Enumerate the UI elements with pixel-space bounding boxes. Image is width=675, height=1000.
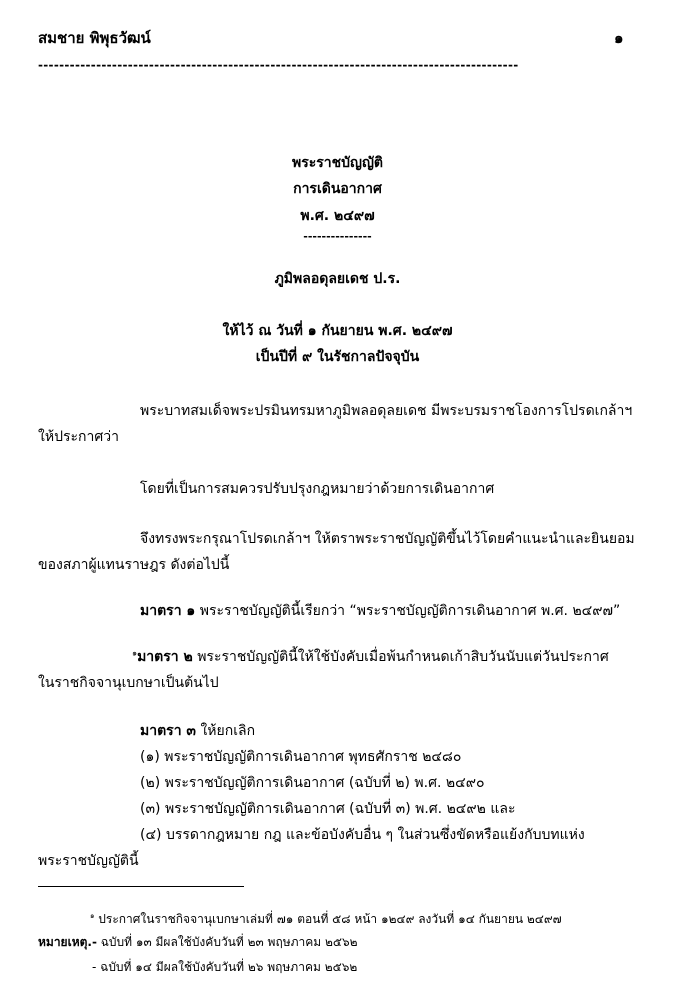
section-1-label: มาตรา ๑ (140, 603, 196, 619)
preamble-p1-line2: ให้ประกาศว่า (38, 429, 119, 445)
act-subject: การเดินอากาศ (293, 181, 382, 197)
act-title: พระราชบัญญัติ (292, 155, 383, 171)
section-3-item-4: (๔) บรรดากฎหมาย กฎ และข้อบังคับอื่น ๆ ในส่วนซึ่งขัดหรือแย้งกับบทแห่ง (140, 827, 585, 843)
footnote-1 (90, 910, 562, 929)
footnote-note (38, 933, 358, 952)
footnote-1-text: ประกาศในราชกิจจานุเบกษาเล่มที่ ๗๑ ตอนที่ ๕๘ หน้า ๑๒๔๙ ลงวันที่ ๑๔ กันยายน ๒๔๙๗ (94, 912, 562, 926)
section-2-footnote-mark: ๑ (132, 648, 138, 658)
section-2 (132, 646, 609, 668)
given-date: ให้ไว้ ณ วันที่ ๑ กันยายน พ.ศ. ๒๔๙๗ (222, 323, 453, 339)
section-2-label: มาตรา ๒ (137, 649, 193, 665)
section-2-text: พระราชบัญญัตินี้ให้ใช้บังคับเมื่อพ้นกำหนดเก้าสิบวันนับแต่วันประกาศ (192, 649, 609, 665)
footnote-separator (38, 886, 244, 887)
section-3-label: มาตรา ๓ (140, 723, 197, 739)
section-3 (140, 720, 255, 742)
header-author: สมชาย พิพุธวัฒน์ (38, 29, 151, 47)
section-1 (140, 600, 620, 622)
preamble-p1-line1: พระบาทสมเด็จพระปรมินทรมหาภูมิพลอดุลยเดช มีพระบรมราชโองการโปรดเกล้าฯ (140, 403, 633, 419)
section-2-line2: ในราชกิจจานุเบกษาเป็นต้นไป (38, 675, 219, 691)
page-number: ๑ (614, 29, 624, 47)
preamble-p3-line2: ของสภาผู้แทนราษฎร ดังต่อไปนี้ (38, 557, 230, 573)
section-3-item-2: (๒) พระราชบัญญัติการเดินอากาศ (ฉบับที่ ๒) พ.ศ. ๒๔๙๐ (140, 775, 485, 791)
section-3-item-1: (๑) พระราชบัญญัติการเดินอากาศ พุทธศักราช ๒๔๘๐ (140, 749, 462, 765)
footnote-note-label: หมายเหตุ.- (38, 935, 97, 949)
preamble-p2: โดยที่เป็นการสมควรปรับปรุงกฎหมายว่าด้วยการเดินอากาศ (140, 481, 495, 497)
section-3-text: ให้ยกเลิก (196, 723, 256, 739)
section-1-text: พระราชบัญญัตินี้เรียกว่า “พระราชบัญญัติการเดินอากาศ พ.ศ. ๒๔๙๗” (195, 603, 621, 619)
footnote-note-2: - ฉบับที่ ๑๔ มีผลใช้บังคับวันที่ ๒๖ พฤษภาคม ๒๕๖๒ (92, 960, 358, 974)
act-year: พ.ศ. ๒๔๙๗ (300, 208, 375, 224)
preamble-p3-line1: จึงทรงพระกรุณาโปรดเกล้าฯ ให้ตราพระราชบัญญัติขึ้นไว้โดยคำแนะนำและยินยอม (140, 531, 635, 547)
header-separator: ------------------------------------------------------------------------------------------- (38, 58, 519, 72)
title-dashes: --------------- (303, 230, 372, 243)
section-3-item-4-line2: พระราชบัญญัตินี้ (38, 853, 139, 869)
footnote-1-mark: ๑ (90, 912, 95, 920)
footnote-note-1: ฉบับที่ ๑๓ มีผลใช้บังคับวันที่ ๒๓ พฤษภาคม ๒๕๖๒ (96, 935, 358, 949)
reign-year: เป็นปีที่ ๙ ในรัชกาลปัจจุบัน (255, 349, 420, 365)
section-3-item-3: (๓) พระราชบัญญัติการเดินอากาศ (ฉบับที่ ๓) พ.ศ. ๒๔๙๒ และ (140, 801, 516, 817)
royal-signature: ภูมิพลอดุลยเดช ป.ร. (274, 271, 401, 287)
